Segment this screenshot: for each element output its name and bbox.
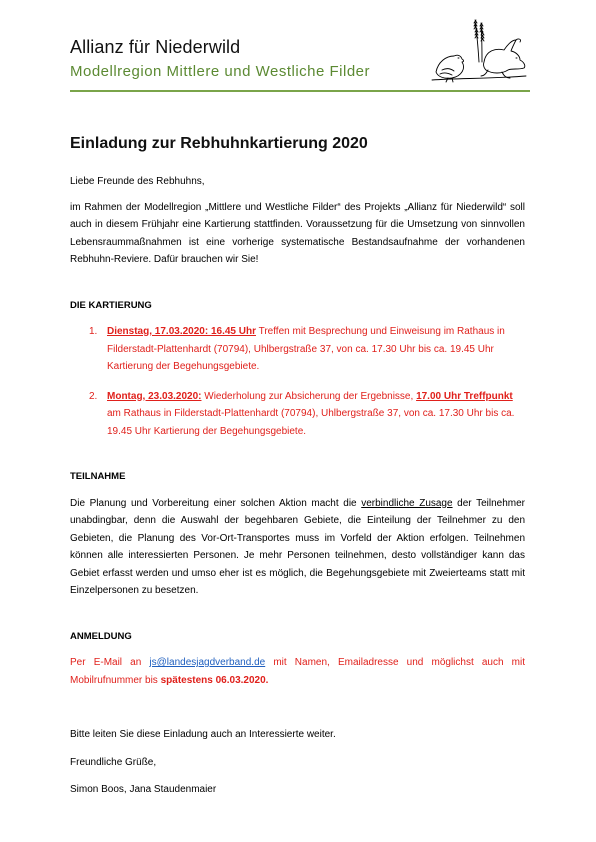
registration-paragraph: [70, 654, 525, 689]
meeting-time: 17.00 Uhr Treffpunkt: [416, 390, 513, 402]
partridge-hare-wheat-logo: [428, 18, 528, 84]
email-link[interactable]: js@landesjagdverband.de: [149, 657, 266, 668]
section-heading-anmeldung: ANMELDUNG: [70, 630, 132, 642]
first-date-details: Treffen mit Besprechung und Einweisung im Rathaus in Filderstadt-Plattenhardt (70794), Uhlbergstraße 37, von ca. 17.30 Uhr bis ca. 19.45 Uhr Kartierung der Begehungsgebiete.: [107, 326, 505, 372]
header-divider: [70, 90, 530, 92]
list-item: [70, 323, 525, 376]
registration-text-a: Per E-Mail an: [70, 657, 150, 668]
organization-name: Allianz für Niederwild: [70, 37, 241, 57]
dates-list: [70, 323, 525, 440]
first-date: Dienstag, 17.03.2020: 16.45 Uhr: [107, 326, 256, 337]
second-date-details-a: Wiederholung zur Absicherung der Ergebnisse,: [201, 390, 417, 402]
list-item-number: 1.: [89, 326, 98, 337]
second-date: Montag, 23.03.2020:: [107, 390, 202, 402]
second-date-details-b: am Rathaus in Filderstadt-Plattenhardt (70794), Uhlbergstraße 37, von ca. 17.30 Uhr bis ca. 19.45 Uhr Kartierung der Begehungsgebiete.: [107, 408, 515, 437]
forward-note: Bitte leiten Sie diese Einladung auch an Interessierte weiter.: [70, 729, 336, 740]
model-region-name: Modellregion Mittlere und Westliche Filder: [70, 63, 371, 80]
section-heading-teilnahme: TEILNAHME: [70, 471, 126, 482]
intro-paragraph: im Rahmen der Modellregion „Mittlere und Westliche Filder“ des Projekts „Allianz für Niederwild“ soll auch in diesem Frühjahr eine Kartierung stattfinden. Voraussetzung für die Umsetzung von sinnvollen Lebensraummaßnahmen ist eine vorherige systematische Bestandsaufnahme der vorhandenen Rebhuhn-Reviere. Dafür brauchen wir Sie!: [70, 201, 525, 265]
participation-paragraph: [70, 495, 525, 600]
greeting: Freundliche Grüße,: [70, 756, 157, 768]
registration-text-b: mit Namen, Emailadresse und möglichst auch mit Mobilrufnummer bis: [70, 657, 526, 686]
signature: Simon Boos, Jana Staudenmaier: [70, 784, 217, 795]
participation-text-a: Die Planung und Vorbereitung einer solchen Aktion macht die: [70, 497, 362, 509]
registration-deadline: spätestens 06.03.2020.: [160, 674, 269, 686]
binding-commitment-emphasis: verbindliche Zusage: [361, 497, 453, 509]
salutation: Liebe Freunde des Rebhuhns,: [70, 176, 205, 187]
list-item: [70, 388, 525, 441]
letter-body: [70, 134, 525, 809]
participation-text-b: der Teilnehmer unabdingbar, denn die Auswahl der begehbaren Gebiete, die Einteilung der Teilnehmer zu den Gebieten, die Planung des Vor-Ort-Transportes muss im Vorfeld der Aktion erfolgen. Teilnehmen können alle interessierten Personen. Je mehr Personen teilnehmen, desto vollständiger kann das Gebiet erfasst werden und umso eher ist es möglich, die Begehungsgebiete mit Zweierteams statt mit Einzelpersonen zu besetzen.: [70, 497, 525, 596]
document-title: Einladung zur Rebhuhnkartierung 2020: [70, 135, 368, 152]
section-heading-kartierung: DIE KARTIERUNG: [70, 299, 152, 311]
list-item-number: 2.: [89, 390, 98, 402]
